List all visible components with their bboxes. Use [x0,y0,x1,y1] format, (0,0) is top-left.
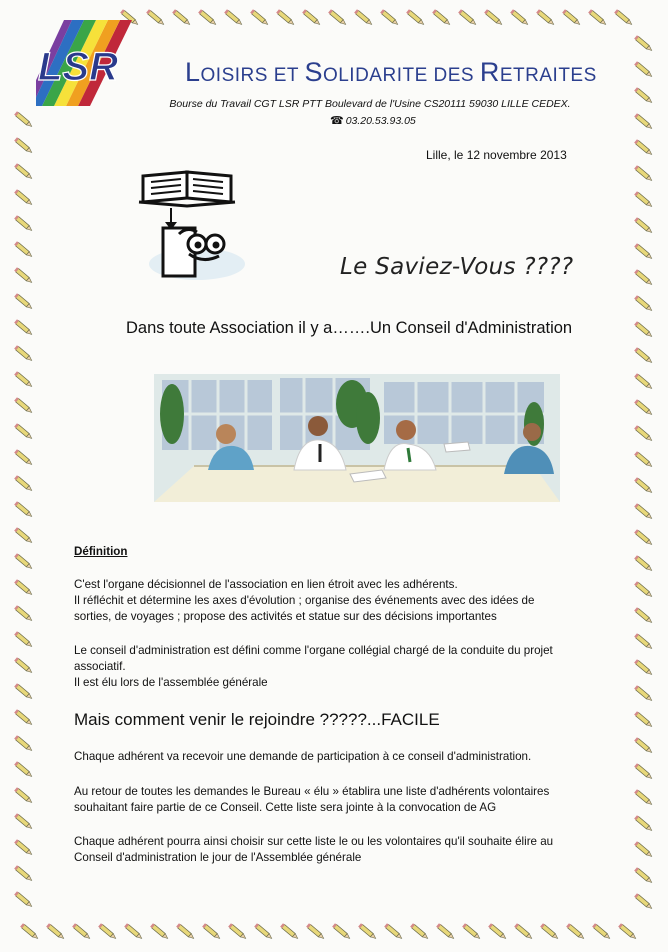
pencil-icon [280,923,299,940]
pencil-icon [380,9,399,26]
pencil-icon [634,607,653,624]
pencil-icon [436,923,455,940]
text-line: sorties, de voyages ; propose des activités et statue sur des décisions importantes [74,610,497,623]
pencil-icon [14,241,33,258]
pencil-icon [488,923,507,940]
pencil-icon [14,371,33,388]
pencil-icon [276,9,295,26]
pencil-icon [634,347,653,364]
pencil-icon [410,923,429,940]
pencil-icon [14,163,33,180]
pencil-icon [14,111,33,128]
pencil-icon [618,923,637,940]
pencil-icon [634,269,653,286]
pencil-icon [306,923,325,940]
pencil-icon [20,923,39,940]
text-line: Chaque adhérent va recevoir une demande de participation à ce conseil d'administration. [74,750,532,763]
text-line: Il réfléchit et détermine les axes d'évolution ; organise des événements avec des idées de [74,594,535,607]
pencil-icon [14,527,33,544]
text-line: Il est élu lors de l'assemblée générale [74,676,268,689]
text-line: associatif. [74,660,126,673]
pencil-icon [634,295,653,312]
pencil-icon [484,9,503,26]
phone-icon: ☎ [330,115,344,127]
title-cap-2: S [304,57,323,87]
pencil-icon [592,923,611,940]
pencil-icon [614,9,633,26]
pencil-icon [14,319,33,336]
pencil-icon [14,761,33,778]
pencil-icon [146,9,165,26]
pencil-icon [14,267,33,284]
title-cap-1: L [185,57,201,87]
meeting-illustration [154,374,560,502]
pencil-icon [46,923,65,940]
pencil-icon [124,923,143,940]
pencil-icon [634,503,653,520]
organisation-phone [330,114,450,127]
join-paragraph-1 [74,749,614,765]
reader-face-icon [149,228,245,280]
title-rest-2: OLIDARITE DES [322,65,480,86]
join-heading: Mais comment venir le rejoindre ?????...FACILE [74,710,440,729]
pencil-icon [14,553,33,570]
pencil-icon [14,501,33,518]
pencil-icon [72,923,91,940]
pencil-icon [634,451,653,468]
pencil-icon [634,35,653,52]
pencil-icon [634,789,653,806]
lsr-logo [36,18,132,110]
logo-text: LSR [38,45,118,89]
pencil-icon [634,841,653,858]
pencil-icon [14,657,33,674]
book-reader-illustration [135,168,245,286]
phone-number: 03.20.53.93.05 [345,115,416,127]
pencil-icon [354,9,373,26]
pencil-icon [536,9,555,26]
title-rest-1: OISIRS ET [200,65,305,86]
pencil-icon [458,9,477,26]
pencil-icon [634,867,653,884]
pencil-icon [634,191,653,208]
pencil-icon [634,659,653,676]
definition-paragraph-1 [74,577,614,625]
pencil-icon [634,373,653,390]
pencil-icon [634,737,653,754]
pencil-icon [14,579,33,596]
pencil-icon [406,9,425,26]
pencil-icon [634,581,653,598]
pencil-icon [14,189,33,206]
text-line: Conseil d'administration le jour de l'Assemblée générale [74,851,362,864]
pencil-icon [634,815,653,832]
pencil-icon [14,891,33,908]
pencil-icon [224,9,243,26]
title-cap-3: R [479,57,500,87]
pencil-icon [302,9,321,26]
pencil-icon [332,923,351,940]
pencil-icon [634,893,653,910]
pencil-icon [14,449,33,466]
subtitle: Dans toute Association il y a…….Un Conseil d'Administration [126,319,573,337]
pencil-icon [634,243,653,260]
pencil-icon [634,61,653,78]
pencil-icon [634,555,653,572]
pencil-icon [14,631,33,648]
text-line: C'est l'organe décisionnel de l'association en lien étroit avec les adhérents. [74,578,458,591]
join-paragraph-2 [74,784,614,816]
pencil-icon [176,923,195,940]
pencil-icon [14,787,33,804]
organisation-address: Bourse du Travail CGT LSR PTT Boulevard de l'Usine CS20111 59030 LILLE CEDEX. [169,98,571,110]
pencil-icon [202,923,221,940]
pencil-icon [250,9,269,26]
pencil-icon [588,9,607,26]
pencil-icon [634,139,653,156]
pencil-icon [634,321,653,338]
join-paragraph-3 [74,834,614,866]
pencil-icon [634,685,653,702]
pencil-icon [14,423,33,440]
pencil-icon [14,683,33,700]
pencil-icon [634,87,653,104]
pencil-icon [634,113,653,130]
text-line: Au retour de toutes les demandes le Bureau « élu » établira une liste d'adhérents volontaires [74,785,550,798]
pencil-icon [514,923,533,940]
pencil-icon [14,735,33,752]
pencil-icon [14,865,33,882]
pencil-icon [14,813,33,830]
title-rest-3: ETRAITES [499,65,597,86]
pencil-icon [172,9,191,26]
pencil-icon [634,399,653,416]
pencil-icon [432,9,451,26]
book-icon [139,172,235,206]
headline: Le Saviez-Vous ???? [340,254,574,280]
pencil-icon [566,923,585,940]
pencil-icon [462,923,481,940]
pencil-icon [634,529,653,546]
pencil-icon [14,293,33,310]
pencil-icon [510,9,529,26]
pencil-icon [634,165,653,182]
pencil-icon [634,477,653,494]
pencil-icon [328,9,347,26]
pencil-icon [384,923,403,940]
definition-paragraph-2 [74,643,614,691]
pencil-icon [540,923,559,940]
pencil-icon [254,923,273,940]
pencil-icon [634,711,653,728]
pencil-icon [14,839,33,856]
text-line: Chaque adhérent pourra ainsi choisir sur cette liste le ou les volontaires qu'il souhaite élire au [74,835,554,848]
pencil-icon [14,137,33,154]
pencil-icon [634,217,653,234]
date-line: Lille, le 12 novembre 2013 [426,148,567,162]
pencil-icon [14,709,33,726]
pencil-icon [14,215,33,232]
pencil-icon [562,9,581,26]
pencil-icon [14,397,33,414]
organisation-title [185,57,605,88]
pencil-icon [634,633,653,650]
pencil-icon [14,605,33,622]
text-line: Le conseil d'administration est défini comme l'organe collégial chargé de la conduite du projet [74,644,553,657]
pencil-icon [198,9,217,26]
pencil-icon [228,923,247,940]
pencil-icon [14,345,33,362]
text-line: souhaitant faire partie de ce Conseil. Cette liste sera jointe à la convocation de AG [74,801,497,814]
pencil-icon [358,923,377,940]
pencil-icon [14,475,33,492]
pencil-icon [150,923,169,940]
pencil-icon [634,425,653,442]
definition-heading: Définition [74,545,128,558]
pencil-icon [98,923,117,940]
pencil-icon [634,763,653,780]
